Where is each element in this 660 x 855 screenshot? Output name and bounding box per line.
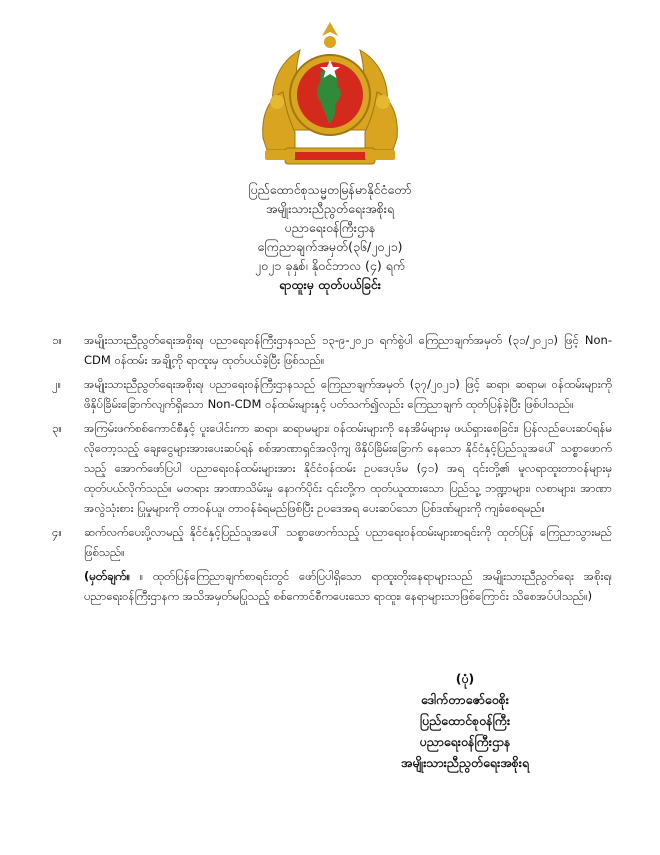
paragraph-number: ၁။ [52,333,62,347]
paragraph-text: ဆက်လက်ပေးပို့လာမည့် နိုင်ငံနှင့်ပြည်သူအပေါ် သစ္စာဖောက်သည့် ပညာရေးဝန်ထမ်းများစာရင်းကို ထုတ်ပြန် ကြေညာသွားမည်ဖြစ်သည်။ [84,525,612,559]
header-announcement-number: ကြေညာချက်အမှတ်(၃၆/၂၀၂၁) [257,239,403,254]
header-government: အမျိုးသားညီညွတ်ရေးအစိုးရ [265,201,395,216]
paragraph-1 [52,330,612,370]
paragraph-number: ၄။ [52,525,62,539]
document-header [0,180,660,294]
remark-text: ။ ထုတ်ပြန်ကြေညာချက်စာရင်းတွင် ဖော်ပြပါရှိသော ရာထူးတိုးနေရာများသည် အမျိုးသားညီညွတ်ရေး အစိုးရ၊ ပညာရေးဝန်ကြီးဌာနက အသိအမှတ်မပြုသည့် စစ်ကောင်စီကပေးသော ရာထူး၊ နေရာများသာဖြစ်ကြောင်း သိစေအပ်ပါသည်။) [84,569,612,603]
signatory-ministry: ပညာရေးဝန်ကြီးဌာန [419,734,511,749]
header-date: ၂၀၂၁ ခုနှစ်၊ နိုဝင်ဘာလ (၄) ရက် [254,258,406,273]
paragraph-number: ၃။ [52,421,62,435]
signatory-name: ဒေါက်တာဇော်ဝေစိုး [421,692,509,707]
paragraph-4 [52,522,612,562]
document-title: ရာထူးမှ ထုတ်ပယ်ခြင်း [279,277,381,292]
paragraph-2 [52,374,612,414]
paragraph-3 [52,418,612,518]
signatory-government: အမျိုးသားညီညွတ်ရေးအစိုးရ [400,755,530,770]
remark-label: (မှတ်ချက်။ [84,569,131,583]
paragraph-number: ၂။ [52,377,62,391]
signatory-title: ပြည်ထောင်စုဝန်ကြီး [419,713,511,728]
paragraph-text: အမျိုးသားညီညွတ်ရေးအစိုးရ၊ ပညာရေးဝန်ကြီးဌာနသည် ကြေညာချက်အမှတ် (၃၇/၂၀၂၁) ဖြင့် ဆရာ၊ ဆရာမ၊ ဝန်ထမ်းများကို ဖိနှိပ်ခြိမ်းခြောက်လျက်ရှိသော Non-CDM ဝန်ထမ်းများနှင့် ပတ်သက်၍လည်း ကြေညာချက် ထုတ်ပြန်ခဲ့ပြီး ဖြစ်ပါသည်။ [84,377,612,411]
paragraph-text: အမျိုးသားညီညွတ်ရေးအစိုးရ၊ ပညာရေးဝန်ကြီးဌာနသည် ၁၃-၉-၂၀၂၁ ရက်စွဲပါ ကြေညာချက်အမှတ် (၃၁/၂၀၂၁) ဖြင့် Non-CDM ဝန်ထမ်း အချို့ကို ရာထူးမှ ထုတ်ပယ်ခဲ့ပြီး ဖြစ်သည်။ [84,333,612,367]
header-country: ပြည်ထောင်စုသမ္မတမြန်မာနိုင်ငံတော် [248,182,412,197]
signature-mark: (ပုံ) [455,671,475,686]
header-ministry: ပညာရေးဝန်ကြီးဌာန [284,220,376,235]
remark-note [52,566,612,606]
paragraph-text: အကြမ်းဖက်စစ်ကောင်စီနှင့် ပူးပေါင်းကာ ဆရာ၊ ဆရာမများ၊ ဝန်ထမ်းများကို နေအိမ်များမှ ဖယ်ရှားစေခြင်း၊ ပြန်လည်ပေးဆပ်ရန်မလိုတော့သည့် ချေးငွေများအားပေးဆပ်ရန် စစ်အာဏာရှင်အလိုကျ ဖိနှိပ်ခြိမ်းခြောက် နေသော နိုင်ငံနှင့်ပြည်သူအပေါ် သစ္စာဖောက်သည့် အောက်ဖော်ပြပါ ပညာရေးဝန်ထမ်းများအား နိုင်ငံဝန်ထမ်း ဥပဒေပုဒ်မ (၄၁) အရ ၎င်းတို့၏ မူလရာထူးတာဝန်များမှ ထုတ်ပယ်လိုက်သည်။ မတရား အာဏာသိမ်းမှု နောက်ပိုင်း ၎င်းတို့က ထုတ်ယူထားသော ပြည်သူ့ ဘဏ္ဍာများ၊ လစာများ၊ အာဏာအလွဲသုံးစား ပြုမှုများကို တာဝန်ယူ၊ တာဝန်ခံရမည်ဖြစ်ပြီး ဥပဒေအရ ပေးဆပ်သော ပြစ်ဒဏ်များကို ကျခံစေရမည်။ [84,421,612,515]
state-seal-icon [255,20,405,175]
signature-block [370,668,560,773]
document-body [52,330,612,606]
